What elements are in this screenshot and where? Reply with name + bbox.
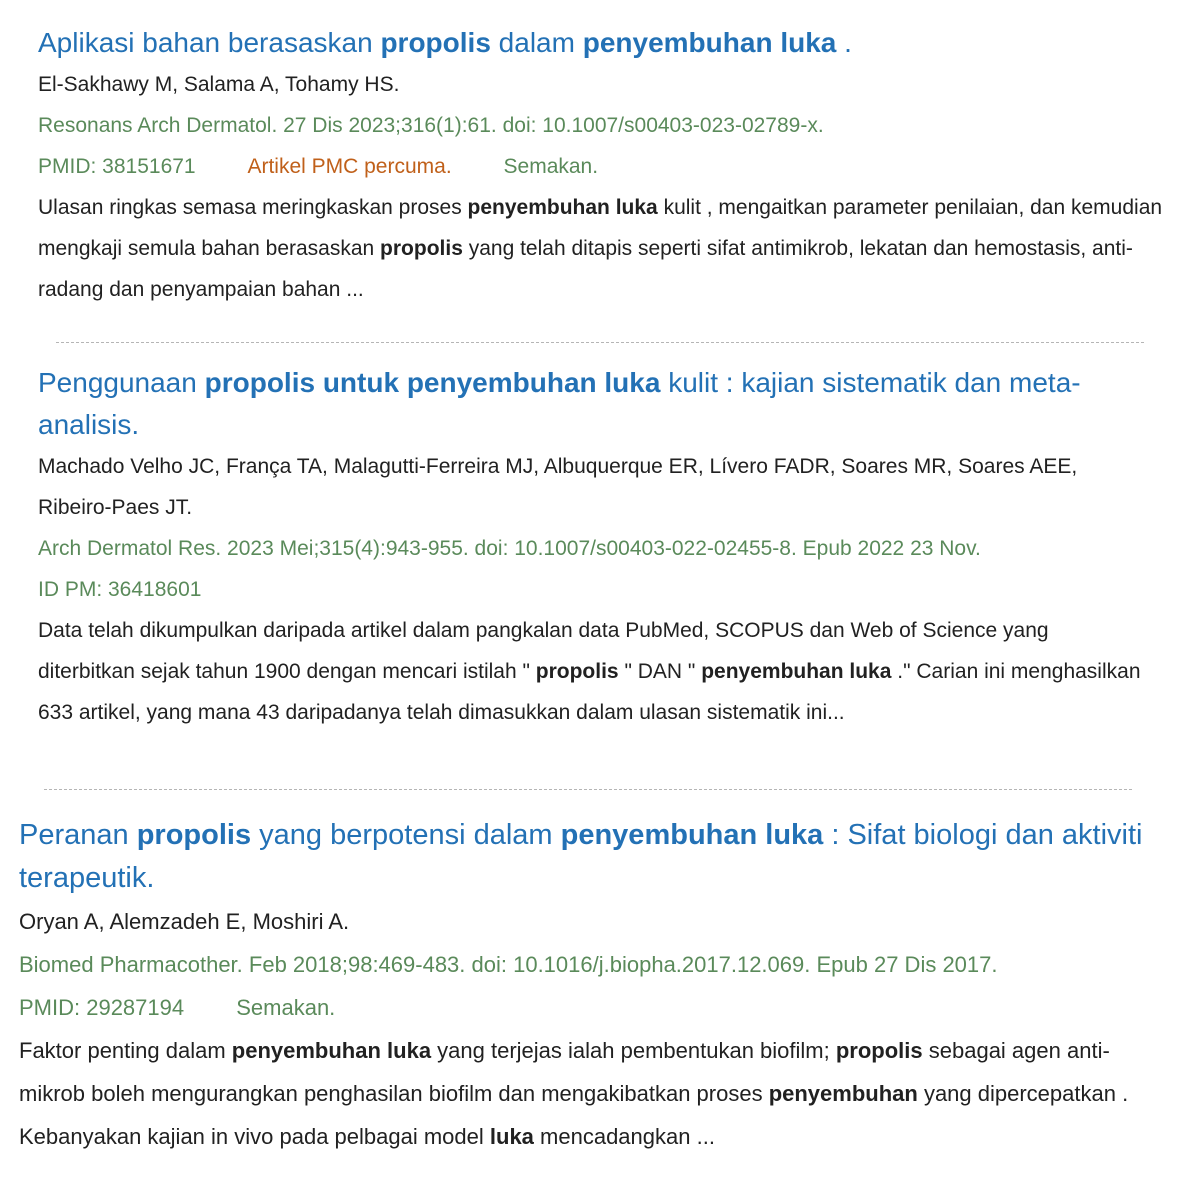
result-title-link[interactable]: Peranan propolis yang berpotensi dalam penyembuhan luka : Sifat biologi dan aktiviti terapeutik. <box>19 819 1143 894</box>
search-result <box>38 22 1168 310</box>
result-identifiers <box>38 569 1148 610</box>
result-snippet: Ulasan ringkas semasa meringkaskan proses penyembuhan luka kulit , mengaitkan parameter penilaian, dan kemudian mengkaji semula bahan berasaskan propolis yang telah ditapis seperti sifat antimikrob, lekatan dan hemostasis, anti-radang dan penyampaian bahan ... <box>38 196 1163 301</box>
result-citation: Arch Dermatol Res. 2023 Mei;315(4):943-955. doi: 10.1007/s00403-022-02455-8. Epub 2022 23 Nov. <box>38 537 981 560</box>
result-authors: Machado Velho JC, França TA, Malagutti-Ferreira MJ, Albuquerque ER, Lívero FADR, Soares MR, Soares AEE, Ribeiro-Paes JT. <box>38 455 1078 519</box>
result-citation: Resonans Arch Dermatol. 27 Dis 2023;316(1):61. doi: 10.1007/s00403-023-02789-x. <box>38 114 824 137</box>
result-authors: El-Sakhawy M, Salama A, Tohamy HS. <box>38 73 400 96</box>
review-badge: Semakan. <box>236 995 336 1020</box>
result-authors: Oryan A, Alemzadeh E, Moshiri A. <box>19 909 350 934</box>
result-snippet: Data telah dikumpulkan daripada artikel dalam pangkalan data PubMed, SCOPUS dan Web of Science yang diterbitkan sejak tahun 1900 dengan mencari istilah " propolis " DAN " penyembuhan luka ." Carian ini menghasilkan 633 artikel, yang mana 43 daripadanya telah dimasukkan dalam ulasan sistematik ini... <box>38 619 1141 724</box>
search-result <box>38 362 1148 733</box>
result-title-link[interactable]: Penggunaan propolis untuk penyembuhan luka kulit : kajian sistematik dan meta-analisis. <box>38 367 1081 440</box>
result-divider <box>56 342 1144 343</box>
result-citation: Biomed Pharmacother. Feb 2018;98:469-483. doi: 10.1016/j.biopha.2017.12.069. Epub 27 Dis 2017. <box>19 952 998 977</box>
pmid-label: PMID: 38151671 <box>38 155 196 178</box>
result-snippet: Faktor penting dalam penyembuhan luka yang terjejas ialah pembentukan biofilm; propolis sebagai agen anti-mikrob boleh mengurangkan penghasilan biofilm dan mengakibatkan proses penyembuhan yang dipercepatkan . Kebanyakan kajian in vivo pada pelbagai model luka mencadangkan ... <box>19 1038 1129 1149</box>
result-identifiers <box>19 986 1169 1029</box>
pmid-label: PMID: 29287194 <box>19 995 185 1020</box>
result-title-link[interactable]: Aplikasi bahan berasaskan propolis dalam penyembuhan luka . <box>38 27 852 58</box>
result-divider <box>44 789 1132 790</box>
free-pmc-article-link[interactable]: Artikel PMC percuma. <box>247 155 452 178</box>
result-identifiers <box>38 146 1168 187</box>
search-result <box>19 814 1169 1158</box>
review-badge: Semakan. <box>503 155 599 178</box>
pmid-label: ID PM: 36418601 <box>38 578 202 601</box>
